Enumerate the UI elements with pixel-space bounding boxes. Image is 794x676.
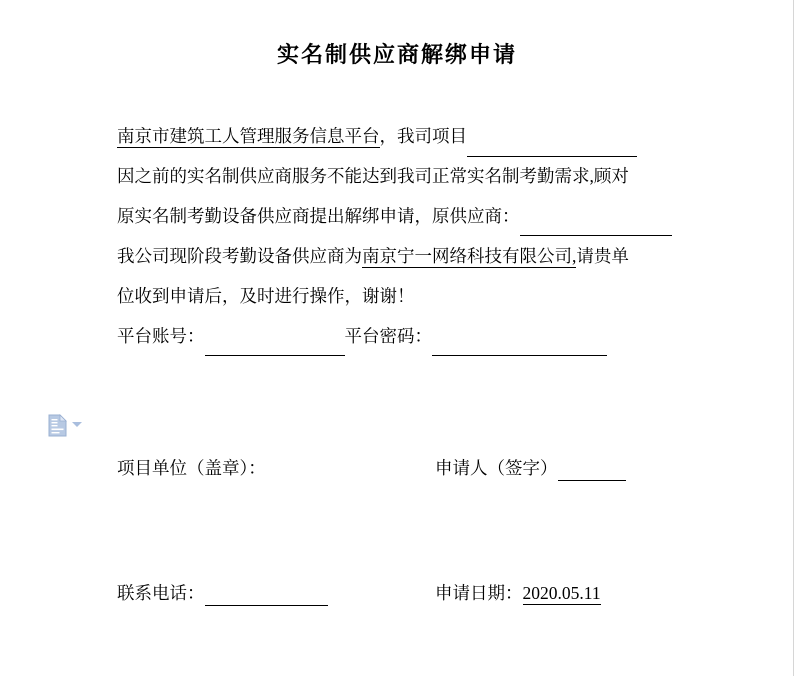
platform-name-underlined: 南京市建筑工人管理服务信息平台 — [117, 126, 380, 146]
body-line-4 — [117, 236, 677, 276]
platform-account-input[interactable] — [205, 331, 345, 356]
chevron-down-icon[interactable] — [72, 422, 82, 427]
body-line-1 — [117, 116, 677, 156]
seal-label: 项目单位（盖章）： — [117, 458, 266, 478]
line3-text: 原实名制考勤设备供应商提出解绑申请，原供应商： — [117, 206, 520, 226]
contact-row — [117, 580, 677, 606]
paste-options-icon[interactable] — [48, 414, 67, 437]
body-line-5: 位收到申请后，及时进行操作，谢谢！ — [117, 286, 415, 306]
platform-password-label: 平台密码： — [344, 326, 432, 346]
paste-options-tag[interactable] — [48, 414, 86, 438]
applicant-group — [435, 455, 626, 481]
body-line-3 — [117, 196, 677, 236]
date-group — [435, 580, 601, 606]
document-body — [117, 116, 677, 356]
body-line-6-credentials — [117, 316, 677, 356]
platform-account-label: 平台账号： — [117, 326, 205, 346]
applicant-signature-blank[interactable] — [558, 456, 626, 481]
original-supplier-blank[interactable] — [520, 211, 672, 236]
date-label: 申请日期： — [435, 583, 523, 603]
application-date-value[interactable]: 2020.05.11 — [522, 583, 601, 603]
signature-row — [117, 455, 677, 481]
phone-label: 联系电话： — [117, 583, 205, 603]
platform-password-input[interactable] — [432, 331, 607, 356]
line4-text-after: 请贵单 — [576, 246, 629, 266]
project-name-blank[interactable] — [467, 132, 637, 157]
body-line-2: 因之前的实名制供应商服务不能达到我司正常实名制考勤需求,顾对 — [117, 166, 629, 186]
line1-text-after: ，我司项目 — [379, 126, 467, 146]
phone-blank[interactable] — [205, 581, 328, 606]
line4-text-before: 我公司现阶段考勤设备供应商为 — [117, 246, 362, 266]
phone-group — [117, 580, 435, 606]
page-title: 实名制供应商解绑申请 — [276, 42, 517, 67]
applicant-label: 申请人（签字） — [435, 458, 558, 478]
current-supplier-underlined: 南京宁一网络科技有限公司, — [362, 246, 577, 266]
